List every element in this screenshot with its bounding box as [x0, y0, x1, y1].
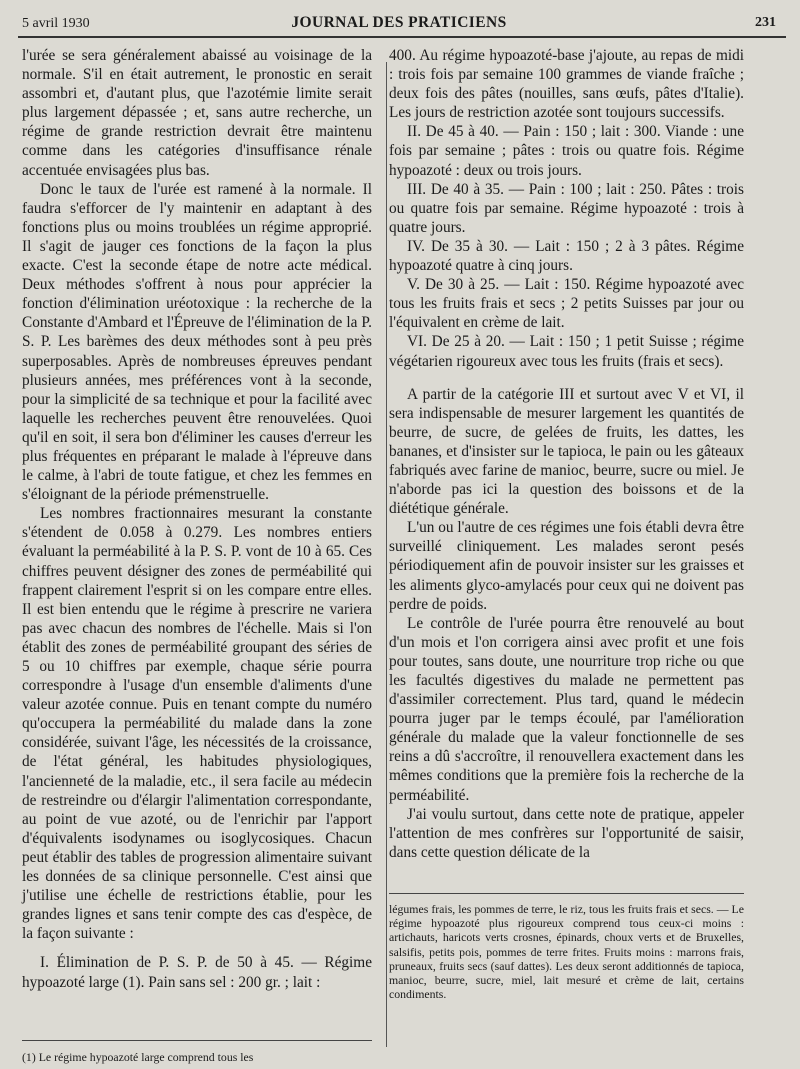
paragraph: IV. De 35 à 30. — Lait : 150 ; 2 à 3 pâtes. Régime hypoazoté quatre à cinq jours.: [389, 237, 744, 275]
paragraph: Donc le taux de l'urée est ramené à la normale. Il faudra s'efforcer de l'y maintenir en adaptant à des fonctions plus ou moins troublées un régime approprié. Il s'agit de jauger ces fonctions de la façon la plus exacte. C'est la seconde étape de notre acte médical. Deux méthodes s'offrent à nous pour apprécier la fonction d'élimination uréotoxique : la recherche de la Constante d'Ambard et l'Épreuve de l'élimination de la P. S. P. Les barèmes des deux méthodes sont à peu près superposables. Après de nombreuses épreuves pendant plusieurs années, mes préférences vont à la seconde, pour la simplicité de sa technique et pour la facilité avec laquelle les recherches peuvent être renouvelées. Quoi qu'il en soit, il sera bon d'éliminer les causes d'erreur les plus fréquentes en préparant le malade à l'épreuve dans le calme, à l'abri de toute fatigue, et chez les femmes en s'éloignant de la période prémenstruelle.: [22, 180, 372, 504]
right-column: [389, 46, 744, 862]
paragraph: L'un ou l'autre de ces régimes une fois établi devra être surveillé cliniquement. Les malades seront pesés périodiquement afin de pouvoir insister sur les graisses et les aliments glyco-amylacés pour ceux qui ne doivent pas perdre de poids.: [389, 519, 744, 613]
paragraph: A partir de la catégorie III et surtout avec V et VI, il sera indispensable de mesurer largement les quantités de beurre, de sucre, de gelées de fruits, les dattes, les bananes, et d'insister sur le tapioca, le pain ou les gâteaux fabriqués avec farine de manioc, beurre, sucre ou miel. Je n'aborde pas ici la question des boissons et de la diététique générale.: [389, 385, 744, 518]
paragraph: J'ai voulu surtout, dans cette note de pratique, appeler l'attention de mes confrères sur l'opportunité de saisir, dans cette question délicate de la: [389, 805, 744, 861]
column-divider: [386, 62, 387, 1047]
running-header: [22, 12, 776, 36]
page-number: 231: [755, 15, 776, 30]
paragraph: III. De 40 à 35. — Pain : 100 ; lait : 250. Pâtes : trois ou quatre fois par semaine. Régime hypoazoté : trois à quatre jours.: [389, 180, 744, 236]
paragraph: Les nombres fractionnaires mesurant la constante s'étendent de 0.058 à 0.279. Les nombres entiers évaluant la perméabilité à la P. S. P. vont de 10 à 65. Ces chiffres peuvent désigner des zones de perméabilité qui frappent clairement l'esprit si on les compare entre elles. Il est bien entendu que le régime à prescrire ne variera pas avec chacun des nombres de l'échelle. Mais si l'on établit des zones de perméabilité groupant des séries de 5 ou 10 chiffres par exemple, chaque série pourra correspondre à l'usage d'un ensemble d'aliments d'une valeur azotée connue. Puis en tenant compte du numéro qu'occupera la perméabilité du malade dans la zone considérée, suivant l'âge, les nécessités de la croissance, de l'état général, les habitudes physiologiques, l'ancienneté de la maladie, etc., il sera facile au médecin de restreindre ou d'élargir l'alimentation correspondante, au point de vue azoté, ou de l'enrichir par l'apport d'équivalents isodynames ou isoglycosiques. Chacun peut établir des tables de progression alimentaire suivant les données de sa clinique personnelle. C'est ainsi que j'utilise une échelle de restrictions établie, pour les grandes lignes et sans tenir compte des cas d'espèce, de la façon suivante :: [22, 505, 372, 943]
footnote-rule: [389, 893, 744, 894]
paragraph: II. De 45 à 40. — Pain : 150 ; lait : 300. Viande : une fois par semaine ; pâtes : trois ou quatre fois. Régime hypoazoté : deux ou trois jours.: [389, 123, 744, 179]
paragraph: I. Élimination de P. S. P. de 50 à 45. — Régime hypoazoté large (1). Pain sans sel : 200 gr. ; lait :: [22, 954, 372, 991]
paragraph: 400. Au régime hypoazoté-base j'ajoute, au repas de midi : trois fois par semaine 100 grammes de viande fraîche ; deux fois des pâtes (nouilles, sans œufs, pâtes d'Italie). Les jours de restriction azotée sont toujours successifs.: [389, 47, 744, 122]
journal-title: JOURNAL DES PRATICIENS: [291, 14, 507, 31]
issue-date: 5 avril 1930: [22, 16, 90, 31]
left-column: [22, 46, 372, 992]
footnote-right: légumes frais, les pommes de terre, le riz, tous les fruits frais et secs. — Le régime hypoazoté plus rigoureux comprend tous ceux-ci moins : artichauts, haricots verts crosnes, épinards, choux verts et de Bruxelles, salsifis, petits pois, pommes de terre frites. Fruits moins : marrons frais, pruneaux, fruits secs (sauf dattes). Les deux seront additionnés de tapioca, manioc, beurre, sucre, miel, lait mesuré et crème de lait, certains condiments.: [389, 902, 744, 1002]
header-rule: [18, 36, 786, 38]
paragraph: V. De 30 à 25. — Lait : 150. Régime hypoazoté avec tous les fruits frais et secs ; 2 petits Suisses par jour ou l'équivalent en crème de lait.: [389, 276, 744, 332]
footnote-left: (1) Le régime hypoazoté large comprend tous les: [22, 1050, 254, 1064]
paragraph: l'urée se sera généralement abaissé au voisinage de la normale. S'il en était autrement, le pronostic en serait assombri et, d'autant plus, que l'azotémie limite serait plus largement dépassée ; et, sans autre recherche, un régime de grande restriction devrait être maintenu comme dans les catégories d'insuffisance rénale accentuée envisagées plus bas.: [22, 47, 372, 179]
footnote-rule: [22, 1040, 372, 1041]
paragraph: VI. De 25 à 20. — Lait : 150 ; 1 petit Suisse ; régime végétarien rigoureux avec tous les fruits (frais et secs).: [389, 333, 744, 370]
paragraph: Le contrôle de l'urée pourra être renouvelé au bout d'un mois et l'on corrigera ainsi avec profit et une fois pour toutes, sans doute, une nourriture trop riche ou que les facultés digestives du malade ne permettent pas d'assimiler correctement. Plus tard, quand le médecin pourra juger par le temps écoulé, par l'amélioration générale du malade que la valeur fonctionnelle de ses reins a dû s'accroître, il renouvellera exactement dans les mêmes conditions que la première fois la recherche de la perméabilité.: [389, 614, 744, 804]
